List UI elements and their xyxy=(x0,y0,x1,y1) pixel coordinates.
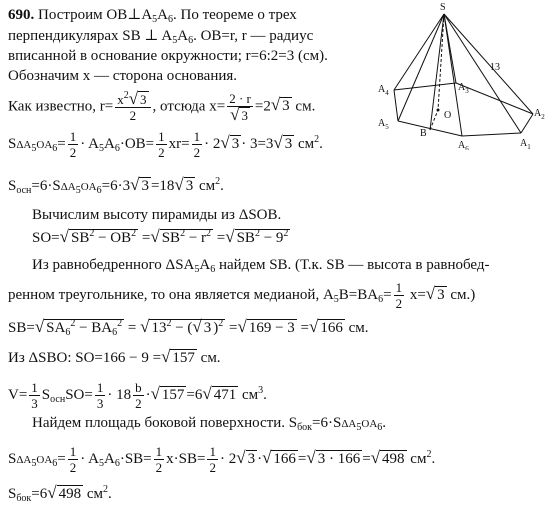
label-a3: $A_3$ xyxy=(458,82,469,95)
intro-line-3: вписанной в основание окружности; r=6:2=3 (см). xyxy=(8,48,328,64)
equation-lateral-face: $S\Delta A_5OA_6=$ $\frac{1}{2}$ · $A_5A_6\cdot SB=$ $\frac{1}{2}$ x·SB= $\frac{1}{2}$ · 2√ 3 ·√ 166 =√ 3 · 166 =√ 498 $см^2$. xyxy=(8,444,436,475)
label-s: S xyxy=(440,2,446,13)
intro-line-2: перпендикулярах SB ⊥ $A_5A_6$. OB=r, r — радиус xyxy=(8,28,314,46)
equation-so-value: Из ΔSBO: SO=166 − 9 =√ 157 см. xyxy=(8,347,221,366)
equation-triangle-area: $S\Delta A_5OA_6=$ $\frac{1}{2}$ · $A_5A_6\cdot OB=$ $\frac{1}{2}$ xr= $\frac{1}{2}$ · 2√ 3 · 3=3√ 3 $см^2$. xyxy=(8,129,323,160)
text-isosceles-1: Из равнобедренного $\Delta SA_5A_6$ найдем SB. (Т.к. SB — высота в равнобед- xyxy=(32,257,490,275)
text-lateral: Найдем площадь боковой поверхности. $S_{бок}=6\cdot S\Delta A_5OA_6$. xyxy=(32,415,387,433)
text-height: Вычислим высоту пирамиды из ΔSOB. xyxy=(32,207,282,223)
label-a4: $A_4$ xyxy=(378,84,389,97)
label-o: O xyxy=(444,110,452,121)
label-b: B xyxy=(420,128,427,139)
equation-volume: V= $\frac{1}{3}$ $S_{осн}SO=$ $\frac{1}{3}$ · 18 $\frac{b}{2}$ ·√ 157 =6√ 471 $см^3$. xyxy=(8,380,267,411)
equation-so: SO=√ $SB^2 - OB^2$ =√ $SB^2 - r^2$ =√ $SB^2 - 9^2$ xyxy=(32,227,289,246)
label-a5: $A_5$ xyxy=(378,118,389,131)
pyramid-figure xyxy=(370,0,550,150)
fraction-x: $\frac{2 \cdot r}{√ 3}$ xyxy=(229,91,251,124)
intro-line-1: 690. Построим $OB\perp A_5A_6$. По теореме о трех xyxy=(8,7,297,25)
equation-base-area: $S_{осн}=6\cdot S\Delta A_5OA_6=6\cdot 3√$ 3 =18√ 3 $см^2$. xyxy=(8,175,224,196)
fraction-r: $\frac{x^2√ 3}{2}$ xyxy=(115,91,150,123)
label-edge-13: 13 xyxy=(490,62,500,73)
label-a1: $A_1$ xyxy=(520,138,531,150)
text-isosceles-2: ренном треугольнике, то она является медианой, $A_5B=BA_6=$ $\frac{1}{2}$ x=√ 3 см.) xyxy=(8,280,476,311)
equation-sb: SB=√ $SA_6^2 - BA_6^2$ = √ $13^2$ − (√ 3 )$^2$ =√ 169 − 3 =√ 166 см. xyxy=(8,317,369,338)
equation-lateral-total: $S_{бок}=6√$ 498 $см^2$. xyxy=(8,483,112,504)
label-a2: $A_2$ xyxy=(534,108,545,121)
label-a6: $A_6$ xyxy=(458,140,469,150)
intro-line-4: Обозначим x — сторона основания. xyxy=(8,68,238,84)
equation-radius: Как известно, r= $\frac{x^2√ 3}{2}$ , отсюда x= $\frac{2 \cdot r}{√ 3}$ =2√ 3 см. xyxy=(8,89,316,124)
